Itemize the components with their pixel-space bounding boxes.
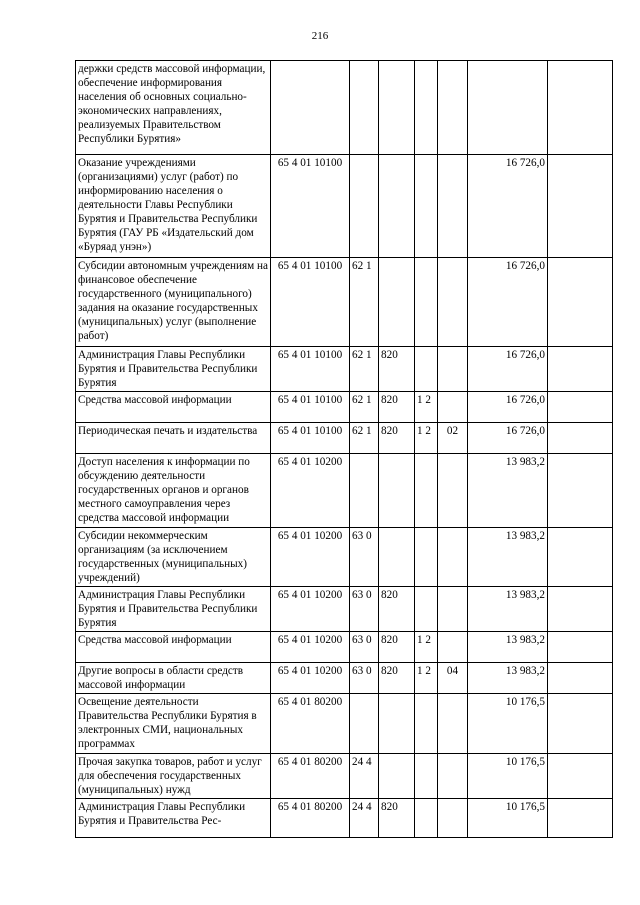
row-sum: 16 726,0 xyxy=(468,155,548,258)
row-sum: 16 726,0 xyxy=(468,392,548,423)
row-vr xyxy=(350,454,379,528)
row-extra xyxy=(548,347,613,392)
row-csr: 65 4 01 10100 xyxy=(271,423,350,454)
row-extra xyxy=(548,61,613,155)
row-rz xyxy=(415,454,438,528)
row-name: Субсидии автономным учреждениям на финансовое обеспечение государственного (муниципального) задания на оказание государственных (муниципальных) услуг (выполнение работ) xyxy=(76,258,271,347)
row-name: Субсидии некоммерческим организациям (за исключением государственных (муниципальных) учреждений) xyxy=(76,528,271,587)
row-pr xyxy=(438,347,468,392)
table-row xyxy=(76,347,613,392)
row-extra xyxy=(548,799,613,838)
row-csr: 65 4 01 10200 xyxy=(271,587,350,632)
row-pr xyxy=(438,258,468,347)
row-grbs xyxy=(379,155,415,258)
row-vr: 63 0 xyxy=(350,528,379,587)
row-vr: 63 0 xyxy=(350,587,379,632)
row-name: Средства массовой информации xyxy=(76,392,271,423)
row-grbs xyxy=(379,61,415,155)
row-pr xyxy=(438,454,468,528)
row-pr xyxy=(438,587,468,632)
row-sum: 13 983,2 xyxy=(468,587,548,632)
row-name: Администрация Главы Республики Бурятия и Правительства Республики Бурятия xyxy=(76,347,271,392)
row-grbs: 820 xyxy=(379,587,415,632)
table-row xyxy=(76,663,613,694)
row-csr: 65 4 01 10100 xyxy=(271,155,350,258)
row-rz xyxy=(415,347,438,392)
row-pr xyxy=(438,754,468,799)
row-rz: 1 2 xyxy=(415,423,438,454)
table-row xyxy=(76,587,613,632)
row-name: Оказание учреждениями (организациями) услуг (работ) по информированию населения о деятельности Главы Республики Бурятия и Правительства Республики Бурятия (ГАУ РБ «Издательский дом «Буряад унэн») xyxy=(76,155,271,258)
row-name: Доступ населения к информации по обсуждению деятельности государственных органов и органов местного самоуправления через средства массовой информации xyxy=(76,454,271,528)
row-csr: 65 4 01 80200 xyxy=(271,799,350,838)
row-pr: 04 xyxy=(438,663,468,694)
row-grbs xyxy=(379,258,415,347)
row-grbs: 820 xyxy=(379,663,415,694)
row-csr: 65 4 01 10200 xyxy=(271,663,350,694)
row-vr: 24 4 xyxy=(350,754,379,799)
row-rz: 1 2 xyxy=(415,632,438,663)
row-vr: 63 0 xyxy=(350,663,379,694)
table-row xyxy=(76,423,613,454)
row-csr xyxy=(271,61,350,155)
row-vr: 62 1 xyxy=(350,347,379,392)
row-vr xyxy=(350,694,379,754)
row-extra xyxy=(548,587,613,632)
row-csr: 65 4 01 10200 xyxy=(271,528,350,587)
row-csr: 65 4 01 10100 xyxy=(271,392,350,423)
table-row xyxy=(76,694,613,754)
row-csr: 65 4 01 80200 xyxy=(271,694,350,754)
row-name: держки средств массовой информации, обеспечение информирования населения об основных социально-экономических направлениях, реализуемых Правительством Республики Бурятия» xyxy=(76,61,271,155)
row-vr: 24 4 xyxy=(350,799,379,838)
table-row xyxy=(76,61,613,155)
row-pr xyxy=(438,799,468,838)
row-rz xyxy=(415,528,438,587)
row-sum: 13 983,2 xyxy=(468,632,548,663)
row-name: Администрация Главы Республики Бурятия и Правительства Рес- xyxy=(76,799,271,838)
table-row xyxy=(76,632,613,663)
row-grbs: 820 xyxy=(379,423,415,454)
row-extra xyxy=(548,528,613,587)
row-grbs: 820 xyxy=(379,799,415,838)
row-name: Другие вопросы в области средств массовой информации xyxy=(76,663,271,694)
row-pr xyxy=(438,392,468,423)
row-rz xyxy=(415,587,438,632)
row-extra xyxy=(548,754,613,799)
row-vr: 62 1 xyxy=(350,392,379,423)
row-name: Освещение деятельности Правительства Республики Бурятия в электронных СМИ, национальных программах xyxy=(76,694,271,754)
row-extra xyxy=(548,423,613,454)
row-sum xyxy=(468,61,548,155)
row-sum: 10 176,5 xyxy=(468,694,548,754)
budget-table xyxy=(75,60,613,838)
row-vr: 62 1 xyxy=(350,258,379,347)
row-pr xyxy=(438,61,468,155)
row-rz: 1 2 xyxy=(415,392,438,423)
table-row xyxy=(76,454,613,528)
row-extra xyxy=(548,155,613,258)
row-pr xyxy=(438,155,468,258)
row-csr: 65 4 01 10100 xyxy=(271,347,350,392)
row-grbs xyxy=(379,454,415,528)
row-pr xyxy=(438,694,468,754)
row-csr: 65 4 01 10100 xyxy=(271,258,350,347)
row-vr xyxy=(350,155,379,258)
row-name: Прочая закупка товаров, работ и услуг для обеспечения государственных (муниципальных) нужд xyxy=(76,754,271,799)
row-extra xyxy=(548,663,613,694)
row-rz xyxy=(415,61,438,155)
row-extra xyxy=(548,392,613,423)
row-grbs xyxy=(379,754,415,799)
row-vr xyxy=(350,61,379,155)
row-sum: 13 983,2 xyxy=(468,528,548,587)
table-row xyxy=(76,258,613,347)
table-row xyxy=(76,754,613,799)
row-grbs xyxy=(379,694,415,754)
table-row xyxy=(76,799,613,838)
row-rz xyxy=(415,694,438,754)
row-sum: 10 176,5 xyxy=(468,799,548,838)
row-extra xyxy=(548,454,613,528)
table-row xyxy=(76,392,613,423)
row-rz xyxy=(415,155,438,258)
row-sum: 16 726,0 xyxy=(468,423,548,454)
row-grbs: 820 xyxy=(379,347,415,392)
row-name: Средства массовой информации xyxy=(76,632,271,663)
row-rz xyxy=(415,754,438,799)
row-vr: 62 1 xyxy=(350,423,379,454)
row-grbs: 820 xyxy=(379,392,415,423)
row-grbs xyxy=(379,528,415,587)
row-csr: 65 4 01 10200 xyxy=(271,454,350,528)
row-sum: 13 983,2 xyxy=(468,663,548,694)
row-sum: 10 176,5 xyxy=(468,754,548,799)
table-row xyxy=(76,528,613,587)
row-extra xyxy=(548,632,613,663)
row-grbs: 820 xyxy=(379,632,415,663)
row-csr: 65 4 01 10200 xyxy=(271,632,350,663)
row-rz xyxy=(415,799,438,838)
row-extra xyxy=(548,694,613,754)
row-extra xyxy=(548,258,613,347)
row-sum: 16 726,0 xyxy=(468,258,548,347)
page-number: 216 xyxy=(311,30,329,42)
row-sum: 13 983,2 xyxy=(468,454,548,528)
row-pr xyxy=(438,528,468,587)
row-vr: 63 0 xyxy=(350,632,379,663)
row-rz xyxy=(415,258,438,347)
table-row xyxy=(76,155,613,258)
row-rz: 1 2 xyxy=(415,663,438,694)
row-sum: 16 726,0 xyxy=(468,347,548,392)
row-pr xyxy=(438,632,468,663)
row-pr: 02 xyxy=(438,423,468,454)
row-name: Администрация Главы Республики Бурятия и Правительства Республики Бурятия xyxy=(76,587,271,632)
row-csr: 65 4 01 80200 xyxy=(271,754,350,799)
row-name: Периодическая печать и издательства xyxy=(76,423,271,454)
